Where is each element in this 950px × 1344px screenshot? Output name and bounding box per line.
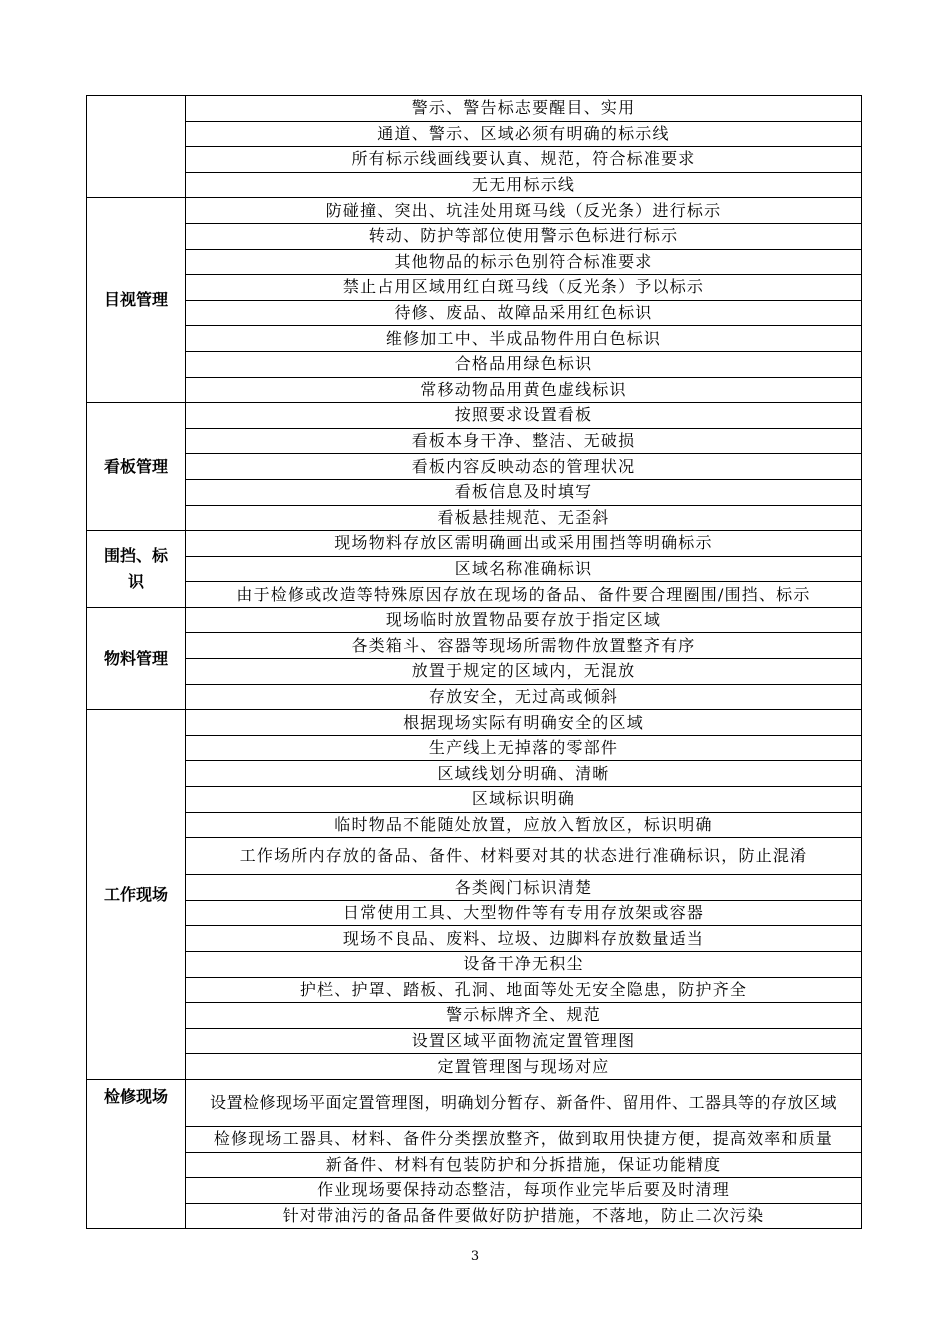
item-cell: 禁止占用区域用红白斑马线（反光条）予以标示 (186, 275, 862, 301)
category-cell: 物料管理 (87, 607, 186, 709)
item-cell: 通道、警示、区域必须有明确的标示线 (186, 121, 862, 147)
item-cell: 区域名称准确标识 (186, 556, 862, 582)
page-number: 3 (470, 1249, 480, 1264)
item-cell: 作业现场要保持动态整洁，每项作业完毕后要及时清理 (186, 1178, 862, 1204)
item-cell: 看板悬挂规范、无歪斜 (186, 505, 862, 531)
item-cell: 现场物料存放区需明确画出或采用围挡等明确标示 (186, 531, 862, 557)
item-cell: 待修、废品、故障品采用红色标识 (186, 300, 862, 326)
item-cell: 设置区域平面物流定置管理图 (186, 1028, 862, 1054)
item-cell: 警示、警告标志要醒目、实用 (186, 96, 862, 122)
item-cell: 常移动物品用黄色虚线标识 (186, 377, 862, 403)
item-cell: 日常使用工具、大型物件等有专用存放架或容器 (186, 900, 862, 926)
item-cell: 根据现场实际有明确安全的区域 (186, 710, 862, 736)
item-cell: 现场临时放置物品要存放于指定区域 (186, 607, 862, 633)
item-cell: 合格品用绿色标识 (186, 351, 862, 377)
item-cell: 区域标识明确 (186, 787, 862, 813)
category-cell: 围挡、标识 (87, 531, 186, 608)
item-cell: 护栏、护罩、踏板、孔洞、地面等处无安全隐患，防护齐全 (186, 977, 862, 1003)
item-cell: 生产线上无掉落的零部件 (186, 735, 862, 761)
category-cell: 检修现场 (87, 1079, 186, 1228)
item-cell: 各类箱斗、容器等现场所需物件放置整齐有序 (186, 633, 862, 659)
item-cell: 存放安全，无过高或倾斜 (186, 684, 862, 710)
category-cell: 工作现场 (87, 710, 186, 1080)
item-cell: 维修加工中、半成品物件用白色标识 (186, 326, 862, 352)
item-cell: 按照要求设置看板 (186, 403, 862, 429)
item-cell: 工作场所内存放的备品、备件、材料要对其的状态进行准确标识，防止混淆 (186, 838, 862, 875)
item-cell: 其他物品的标示色别符合标准要求 (186, 249, 862, 275)
item-cell: 警示标牌齐全、规范 (186, 1003, 862, 1029)
item-cell: 看板内容反映动态的管理状况 (186, 454, 862, 480)
item-cell: 新备件、材料有包装防护和分拆措施，保证功能精度 (186, 1152, 862, 1178)
item-cell: 由于检修或改造等特殊原因存放在现场的备品、备件要合理圈围/围挡、标示 (186, 582, 862, 608)
category-cell (87, 96, 186, 198)
item-cell: 看板本身干净、整洁、无破损 (186, 428, 862, 454)
item-cell: 设备干净无积尘 (186, 952, 862, 978)
item-cell: 检修现场工器具、材料、备件分类摆放整齐，做到取用快捷方便，提高效率和质量 (186, 1126, 862, 1152)
inspection-table (86, 95, 862, 1229)
item-cell: 各类阀门标识清楚 (186, 875, 862, 901)
item-cell: 转动、防护等部位使用警示色标进行标示 (186, 223, 862, 249)
item-cell: 无无用标示线 (186, 172, 862, 198)
item-cell: 临时物品不能随处放置，应放入暂放区，标识明确 (186, 812, 862, 838)
item-cell: 设置检修现场平面定置管理图，明确划分暂存、新备件、留用件、工器具等的存放区域 (186, 1079, 862, 1126)
category-cell: 看板管理 (87, 403, 186, 531)
item-cell: 定置管理图与现场对应 (186, 1054, 862, 1080)
category-cell: 目视管理 (87, 198, 186, 403)
item-cell: 区域线划分明确、清晰 (186, 761, 862, 787)
item-cell: 放置于规定的区域内，无混放 (186, 659, 862, 685)
item-cell: 现场不良品、废料、垃圾、边脚料存放数量适当 (186, 926, 862, 952)
item-cell: 所有标示线画线要认真、规范，符合标准要求 (186, 147, 862, 173)
item-cell: 针对带油污的备品备件要做好防护措施，不落地，防止二次污染 (186, 1203, 862, 1229)
item-cell: 防碰撞、突出、坑洼处用斑马线（反光条）进行标示 (186, 198, 862, 224)
item-cell: 看板信息及时填写 (186, 479, 862, 505)
